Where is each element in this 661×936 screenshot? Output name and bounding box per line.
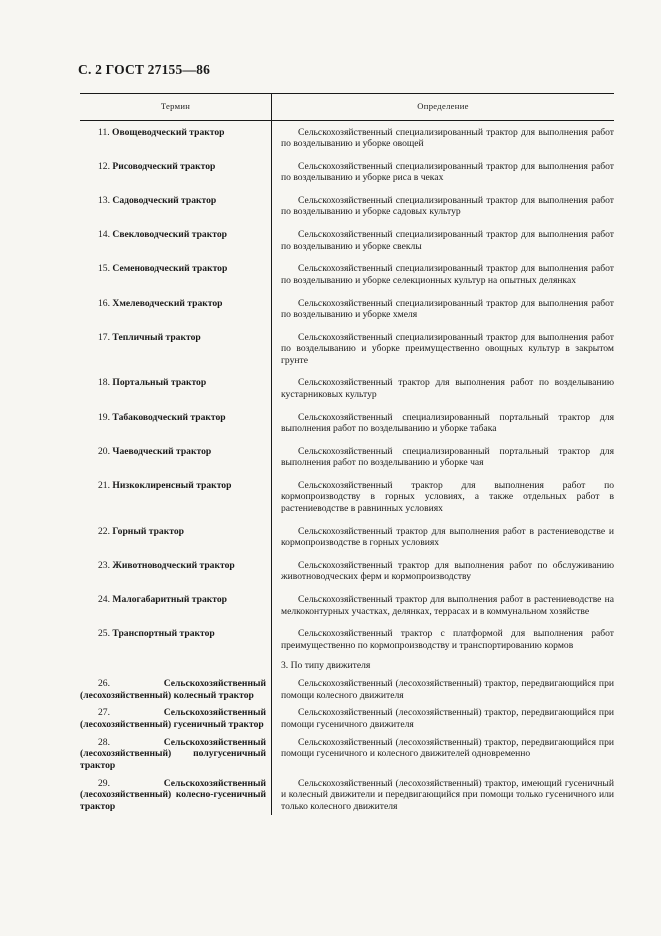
definition-cell — [272, 628, 614, 651]
term-number: 11. — [98, 126, 110, 138]
term-number: 24. — [98, 594, 110, 606]
term-number: 25. — [98, 628, 110, 640]
definition-text: Сельскохозяйственный специализированный трактор для выполнения работ по возделыванию и уборке преимущественно овощных культур в закрытом грунте — [281, 331, 614, 366]
term-text: Животноводческий трактор — [112, 559, 235, 571]
term-number: 19. — [98, 411, 110, 423]
term-text: Малогабаритный трактор — [112, 594, 227, 606]
term-text: Сельскохозяйственный (лесохозяйственный) гусеничный трактор — [80, 707, 266, 730]
term-number: 23. — [98, 559, 110, 571]
table-row — [80, 292, 614, 326]
term-text: Транспортный трактор — [112, 628, 215, 640]
definition-text: Сельскохозяйственный трактор для выполнения работ по кормопроизводству в горных условиях, а также отдельных работ в растениеводстве в равнинных условиях — [281, 479, 614, 514]
definition-text: Сельскохозяйственный трактор с платформой для выполнения работ преимущественно по кормопроизводству и транспортированию кормов — [281, 628, 614, 651]
definition-cell — [272, 707, 614, 730]
table-body — [80, 121, 614, 815]
table-row — [80, 372, 614, 406]
term-text: Сельскохозяйственный (лесохозяйственный) колесно-гусеничный трактор — [80, 777, 266, 812]
definition-text: Сельскохозяйственный специализированный трактор для выполнения работ по возделыванию и уборке садовых культур — [281, 194, 614, 218]
term-cell — [80, 594, 272, 617]
definition-cell — [272, 263, 614, 286]
definition-cell — [272, 229, 614, 252]
term-text: Низкоклиренсный трактор — [112, 479, 232, 491]
term-text: Семеноводческий трактор — [112, 263, 228, 275]
definition-text: Сельскохозяйственный специализированный трактор для выполнения работ по возделыванию и уборке риса в чеках — [281, 160, 614, 184]
term-cell — [80, 446, 272, 469]
definition-text: Сельскохозяйственный специализированный портальный трактор для выполнения работ по возделыванию и уборке табака — [281, 411, 614, 435]
table-row — [80, 734, 614, 775]
definition-text: Сельскохозяйственный (лесохозяйственный) трактор, передвигающийся при помощи гусеничного и колесного движителей одновременно — [281, 736, 614, 760]
definition-cell — [272, 195, 614, 218]
table-row — [80, 623, 614, 657]
column-header-definition: Определение — [417, 101, 469, 112]
term-cell — [80, 332, 272, 367]
page-header: С. 2 ГОСТ 27155—86 — [78, 62, 211, 77]
term-cell — [80, 377, 272, 400]
definition-cell — [272, 127, 614, 150]
term-number: 16. — [98, 297, 110, 309]
term-text: Хмелеводческий трактор — [112, 297, 223, 309]
term-cell — [80, 127, 272, 150]
term-number: 14. — [98, 229, 110, 241]
term-cell — [80, 480, 272, 515]
term-number: 17. — [98, 331, 110, 343]
definition-text: Сельскохозяйственный (лесохозяйственный) трактор, имеющий гусеничный и колесный движители и передвигающийся при помощи только гусеничного или только колесного движителя — [281, 777, 614, 812]
term-text: Сельскохозяйственный (лесохозяйственный) колесный трактор — [80, 678, 266, 701]
term-cell — [80, 707, 272, 730]
column-header-term: Термин — [80, 94, 272, 120]
term-text: Портальный трактор — [112, 377, 207, 389]
term-number: 15. — [98, 263, 110, 275]
definition-text: Сельскохозяйственный (лесохозяйственный) трактор, передвигающийся при помощи колесного движителя — [281, 678, 614, 701]
term-cell — [80, 412, 272, 435]
term-cell — [80, 560, 272, 583]
term-number: 21. — [98, 479, 110, 491]
table-row — [80, 326, 614, 372]
definition-cell — [272, 161, 614, 184]
term-number: 18. — [98, 377, 110, 389]
definition-text: Сельскохозяйственный специализированный трактор для выполнения работ по возделыванию и уборке овощей — [281, 126, 614, 150]
definition-text: Сельскохозяйственный (лесохозяйственный) трактор, передвигающийся при помощи гусеничного движителя — [281, 707, 614, 730]
definition-cell — [272, 678, 614, 701]
term-text: Чаеводческий трактор — [112, 445, 212, 457]
term-number: 12. — [98, 160, 110, 172]
term-text: Овощеводческий трактор — [112, 126, 225, 138]
definition-text: Сельскохозяйственный специализированный портальный трактор для выполнения работ по возделыванию и уборке чая — [281, 445, 614, 469]
term-text: Рисоводческий трактор — [112, 160, 216, 172]
table-row — [80, 675, 614, 704]
term-text: Тепличный трактор — [112, 331, 201, 343]
table-header — [80, 94, 614, 121]
term-number: 27. — [98, 707, 110, 719]
definition-text: Сельскохозяйственный трактор для выполнения работ по возделыванию кустарниковых культур — [281, 377, 614, 400]
definition-text: Сельскохозяйственный трактор для выполнения работ по обслуживанию животноводческих ферм и кормопроизводству — [281, 559, 614, 583]
term-cell — [80, 298, 272, 321]
term-number: 22. — [98, 525, 110, 537]
definition-cell — [272, 526, 614, 549]
table-row — [80, 406, 614, 440]
term-cell — [80, 229, 272, 252]
definition-text: Сельскохозяйственный трактор для выполнения работ в растениеводстве на мелкоконтурных участках, делянках, террасах и в коммунальном хозяйстве — [281, 594, 614, 617]
definition-cell — [272, 594, 614, 617]
definition-cell — [272, 737, 614, 772]
term-cell — [80, 628, 272, 651]
definition-cell — [272, 446, 614, 469]
term-text: Горный трактор — [112, 525, 184, 537]
table-row — [80, 588, 614, 622]
term-number: 13. — [98, 194, 110, 206]
section-title: 3. По типу движителя — [281, 660, 371, 672]
term-text: Свекловодческий трактор — [112, 229, 227, 241]
terms-table — [80, 93, 614, 815]
term-number: 29. — [98, 777, 110, 789]
term-text: Сельскохозяйственный (лесохозяйственный) полугусеничный трактор — [80, 736, 266, 771]
definition-cell — [272, 778, 614, 813]
term-number: 28. — [98, 736, 110, 748]
definition-cell — [272, 377, 614, 400]
definition-cell — [272, 332, 614, 367]
definition-cell — [272, 480, 614, 515]
table-row — [80, 520, 614, 554]
term-cell — [80, 195, 272, 218]
term-cell — [80, 161, 272, 184]
table-row — [80, 155, 614, 189]
term-text: Табаководческий трактор — [112, 411, 226, 423]
table-row — [80, 774, 614, 815]
definition-cell — [272, 298, 614, 321]
table-row — [80, 224, 614, 258]
term-cell — [80, 737, 272, 772]
table-row — [80, 189, 614, 223]
term-cell — [80, 526, 272, 549]
table-row — [80, 440, 614, 474]
table-row — [80, 258, 614, 292]
term-number: 20. — [98, 445, 110, 457]
definition-cell — [272, 412, 614, 435]
definition-text: Сельскохозяйственный специализированный трактор для выполнения работ по возделыванию и уборке хмеля — [281, 297, 614, 321]
section-title-row — [80, 657, 614, 675]
term-number: 26. — [98, 678, 110, 689]
table-row — [80, 554, 614, 588]
table-row — [80, 121, 614, 155]
table-row — [80, 474, 614, 520]
term-cell — [80, 778, 272, 813]
table-row — [80, 704, 614, 733]
term-cell — [80, 678, 272, 701]
definition-text: Сельскохозяйственный трактор для выполнения работ в растениеводстве и кормопроизводстве в горных условиях — [281, 525, 614, 549]
definition-text: Сельскохозяйственный специализированный трактор для выполнения работ по возделыванию и уборке селекционных культур на опытных делянках — [281, 263, 614, 286]
term-cell — [80, 263, 272, 286]
term-text: Садоводческий трактор — [112, 194, 217, 206]
definition-cell — [272, 560, 614, 583]
definition-text: Сельскохозяйственный специализированный трактор для выполнения работ по возделыванию и уборке свеклы — [281, 229, 614, 252]
